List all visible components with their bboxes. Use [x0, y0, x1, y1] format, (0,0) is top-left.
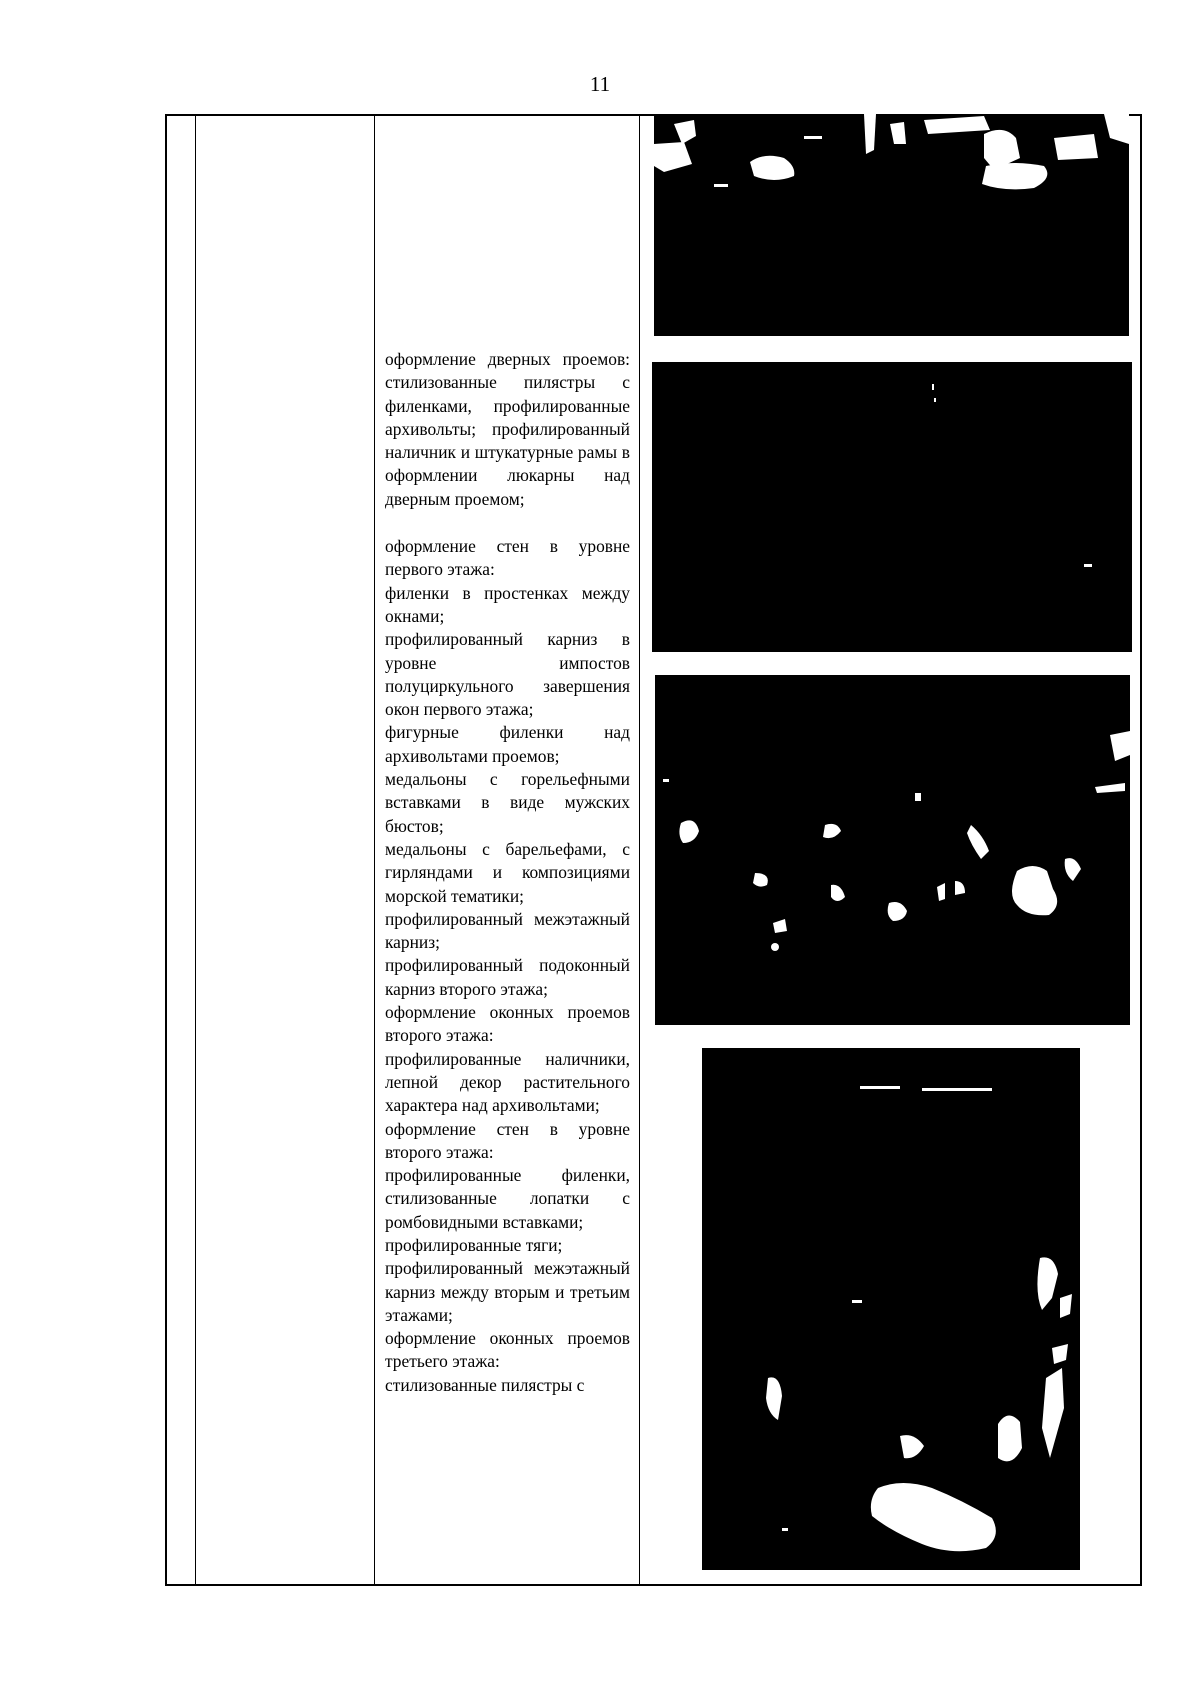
- description-line: профилированный межэтажный карниз между вторым и третьим этажами;: [385, 1258, 630, 1325]
- photo-door-portal: [652, 362, 1132, 652]
- description-line: профилированный карниз в уровне импостов полуциркульного завершения окон первого этажа;: [385, 629, 630, 720]
- photo-facade-elevation: [702, 1048, 1080, 1570]
- description-line: оформление стен в уровне второго этажа:: [385, 1118, 630, 1162]
- description-line: медальоны с барельефами, с гирляндами и композициями морской тематики;: [385, 838, 630, 906]
- description-line: профилированные наличники, лепной декор растительного характера над архивольтами;: [385, 1048, 630, 1116]
- description-cell: [385, 348, 630, 1397]
- description-line: оформление оконных проемов третьего этажа:: [385, 1328, 630, 1372]
- description-line: медальоны с горельефными вставками в виде мужских бюстов;: [385, 769, 630, 836]
- description-line: профилированный подоконный карниз второго этажа;: [385, 955, 630, 999]
- description-line: филенки в простенках между окнами;: [385, 582, 630, 626]
- photo-first-floor-medallions: [655, 675, 1130, 1025]
- description-line: оформление оконных проемов второго этажа:: [385, 1002, 630, 1046]
- description-line: профилированный межэтажный карниз;: [385, 908, 630, 953]
- column-divider: [195, 116, 196, 1584]
- page-number: 11: [589, 72, 611, 96]
- door-paragraph: оформление дверных проемов: стилизованные пилястры с филенками, профилированные архивольты; профилированный наличник и штукатурные рамы в оформлении люкарны над дверным проемом;: [385, 349, 630, 509]
- column-divider: [374, 116, 375, 1584]
- description-line: профилированные тяги;: [385, 1234, 563, 1255]
- column-divider: [639, 116, 640, 1584]
- description-line: оформление стен в уровне первого этажа:: [385, 536, 630, 580]
- description-line: профилированные филенки, стилизованные лопатки с ромбовидными вставками;: [385, 1165, 630, 1232]
- description-line: фигурные филенки над архивольтами проемов;: [385, 722, 630, 766]
- description-line: стилизованные пилястры с: [385, 1374, 585, 1395]
- photo-facade-top-fragment: [654, 114, 1129, 336]
